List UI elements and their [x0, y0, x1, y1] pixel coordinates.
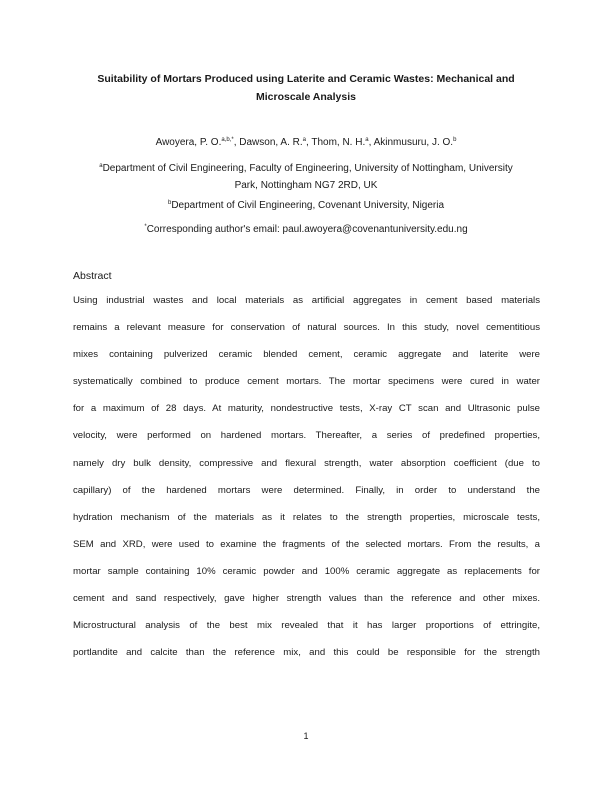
affiliation-b: [60, 198, 552, 214]
abstract-heading: Abstract: [73, 270, 112, 282]
abstract-body: [73, 287, 540, 666]
paper-title: [80, 70, 532, 106]
abstract-line: cement and sand respectively, gave higher strength values than the reference and other mixes.: [73, 593, 540, 605]
author-3: , Thom, N. H.: [305, 137, 366, 148]
corresponding-email: [60, 222, 552, 238]
abstract-line: Microstructural analysis of the best mix revealed that it has larger proportions of ettringite,: [73, 620, 540, 632]
abstract-line: namely dry bulk density, compressive and flexural strength, water absorption coefficient (due to: [73, 457, 540, 469]
abstract-line: for a maximum of 28 days. At maturity, nondestructive tests, X-ray CT scan and Ultrasonic pulse: [73, 403, 540, 415]
abstract-line: velocity, were performed on hardened mortars. Thereafter, a series of predefined properties,: [73, 430, 540, 442]
author-2: , Dawson, A. R.: [233, 137, 303, 148]
author-4: , Akinmusuru, J. O.: [368, 137, 454, 148]
abstract-line: systematically combined to produce cement mortars. The mortar specimens were cured in water: [73, 376, 540, 388]
affiliation-a-line-2: Park, Nottingham NG7 2RD, UK: [234, 180, 378, 191]
affiliation-a-marker: a: [99, 163, 103, 169]
corresponding-marker: *: [144, 224, 147, 230]
author-1: Awoyera, P. O.: [155, 137, 222, 148]
author-4-affiliation: b: [453, 137, 457, 143]
affiliation-a-line-1: Department of Civil Engineering, Faculty of Engineering, University of Nottingham, University: [102, 163, 513, 174]
author-2-affiliation: a: [302, 137, 306, 143]
title-line-2: Microscale Analysis: [256, 91, 356, 103]
author-list: [60, 135, 552, 151]
abstract-line: capillary) of the hardened mortars were determined. Finally, in order to understand the: [73, 484, 540, 496]
abstract-line: mortar sample containing 10% ceramic powder and 100% ceramic aggregate as replacements for: [73, 565, 540, 577]
abstract-line: portlandite and calcite than the reference mix, and this could be responsible for the strength: [73, 647, 540, 659]
corresponding-email-text: Corresponding author's email: paul.awoyera@covenantuniversity.edu.ng: [146, 224, 468, 235]
abstract-line: Using industrial wastes and local materials as artificial aggregates in cement based materials: [73, 295, 540, 306]
page-number: 1: [303, 731, 309, 741]
affiliation-a: [70, 160, 542, 194]
author-3-affiliation: a: [365, 137, 369, 143]
abstract-line: SEM and XRD, were used to examine the fragments of the selected mortars. From the results, a: [73, 538, 540, 550]
abstract-line: mixes containing pulverized ceramic blended cement, ceramic aggregate and laterite were: [73, 349, 540, 361]
abstract-line: hydration mechanism of the materials as it relates to the strength properties, microscale tests,: [73, 511, 540, 523]
title-line-1: Suitability of Mortars Produced using Laterite and Ceramic Wastes: Mechanical and: [97, 73, 515, 85]
abstract-line: remains a relevant measure for conservation of natural sources. In this study, novel cementitious: [73, 322, 540, 334]
author-1-affiliation: a,b,*: [221, 137, 234, 143]
affiliation-b-marker: b: [167, 200, 172, 206]
affiliation-b-text: Department of Civil Engineering, Covenant University, Nigeria: [171, 200, 445, 211]
